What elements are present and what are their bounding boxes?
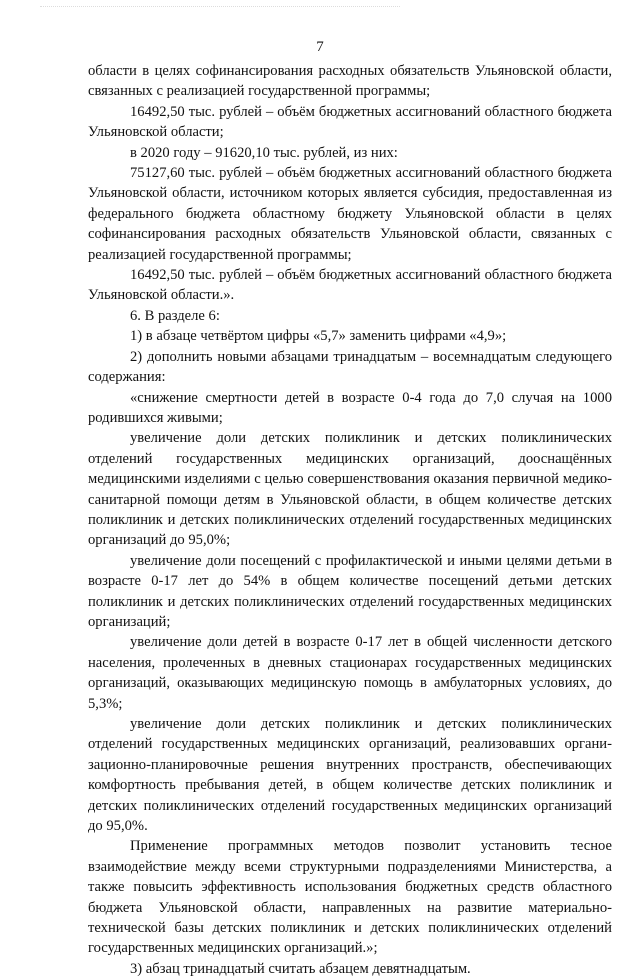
paragraph: 1) в абзаце четвёртом цифры «5,7» заменить цифрами «4,9»; (130, 328, 507, 345)
paragraph: в 2020 году – 91620,10 тыс. рублей, из них: (130, 144, 398, 161)
paragraph: 16492,50 тыс. рублей – объём бюджетных ассигнований областного бюджета Ульяновской области; (88, 103, 612, 141)
paragraph: увеличение доли детей в возрасте 0-17 лет в общей численности детского населения, пролеченных в дневных стационарах государственных медицинских организаций, оказывающих медицинскую помощь в амбулаторных условиях, до 5,3%; (88, 634, 612, 712)
paragraph: 16492,50 тыс. рублей – объём бюджетных ассигнований областного бюджета Ульяновской области.». (88, 267, 612, 304)
paragraph: 3) абзац тринадцатый считать абзацем девятнадцатым. (130, 960, 471, 977)
paragraph: увеличение доли посещений с профилактической и иными целями детьми в возрасте 0-17 лет до 54% в общем количестве посещений детьми детских поликлиник и детских поликлинических отделений государственных медицинских организаций; (88, 552, 612, 630)
paragraph: увеличение доли детских поликлиник и детских поликлинических отделений государственных медицинских организаций, дооснащённых медицинскими изделиями с целью совершенствования оказания первичной медико-санитарной помощи детям в Ульяновской области, в общем количестве детских поликлиник и детских поликлинических отделений государственных медицинских организаций до 95,0%; (88, 430, 612, 549)
paragraph: 6. В разделе 6: (130, 307, 220, 324)
paragraph: области в целях софинансирования расходных обязательств Ульяновской области, связанных с реализацией государственной программы; (88, 63, 612, 100)
paragraph: увеличение доли детских поликлиник и детских поликлинических отделений государственных медицинских организаций, реализовавших организационно-планировочные решения внутренних пространств, обеспечивающих комфортность пребывания детей, в общем количестве детских поликлиник и детских поликлинических отделений государственных медицинских организаций до 95,0%. (88, 716, 612, 835)
document-body (88, 61, 612, 979)
page-number: 7 (316, 39, 324, 55)
paragraph: Применение программных методов позволит установить тесное взаимодействие между всеми структурными подразделениями Министерства, а также повысить эффективность использования бюджетных средств областного бюджета Ульяновской области, направленных на развитие материально-технической базы детских поликлиник и детских поликлинических отделений государственных медицинских организаций.»; (88, 838, 612, 957)
paragraph: «снижение смертности детей в возрасте 0-4 года до 7,0 случая на 1000 родившихся живыми; (88, 389, 612, 426)
paragraph: 75127,60 тыс. рублей – объём бюджетных ассигнований областного бюджета Ульяновской области, источником которых является субсидия, предоставленная из федерального бюджета областному бюджету Ульяновской области в целях софинансирования расходных обязательств Ульяновской области, связанных с реализацией государственной программы; (88, 165, 612, 263)
paragraph: 2) дополнить новыми абзацами тринадцатым – восемнадцатым следующего содержания: (88, 348, 612, 386)
scan-artifact (40, 6, 400, 15)
